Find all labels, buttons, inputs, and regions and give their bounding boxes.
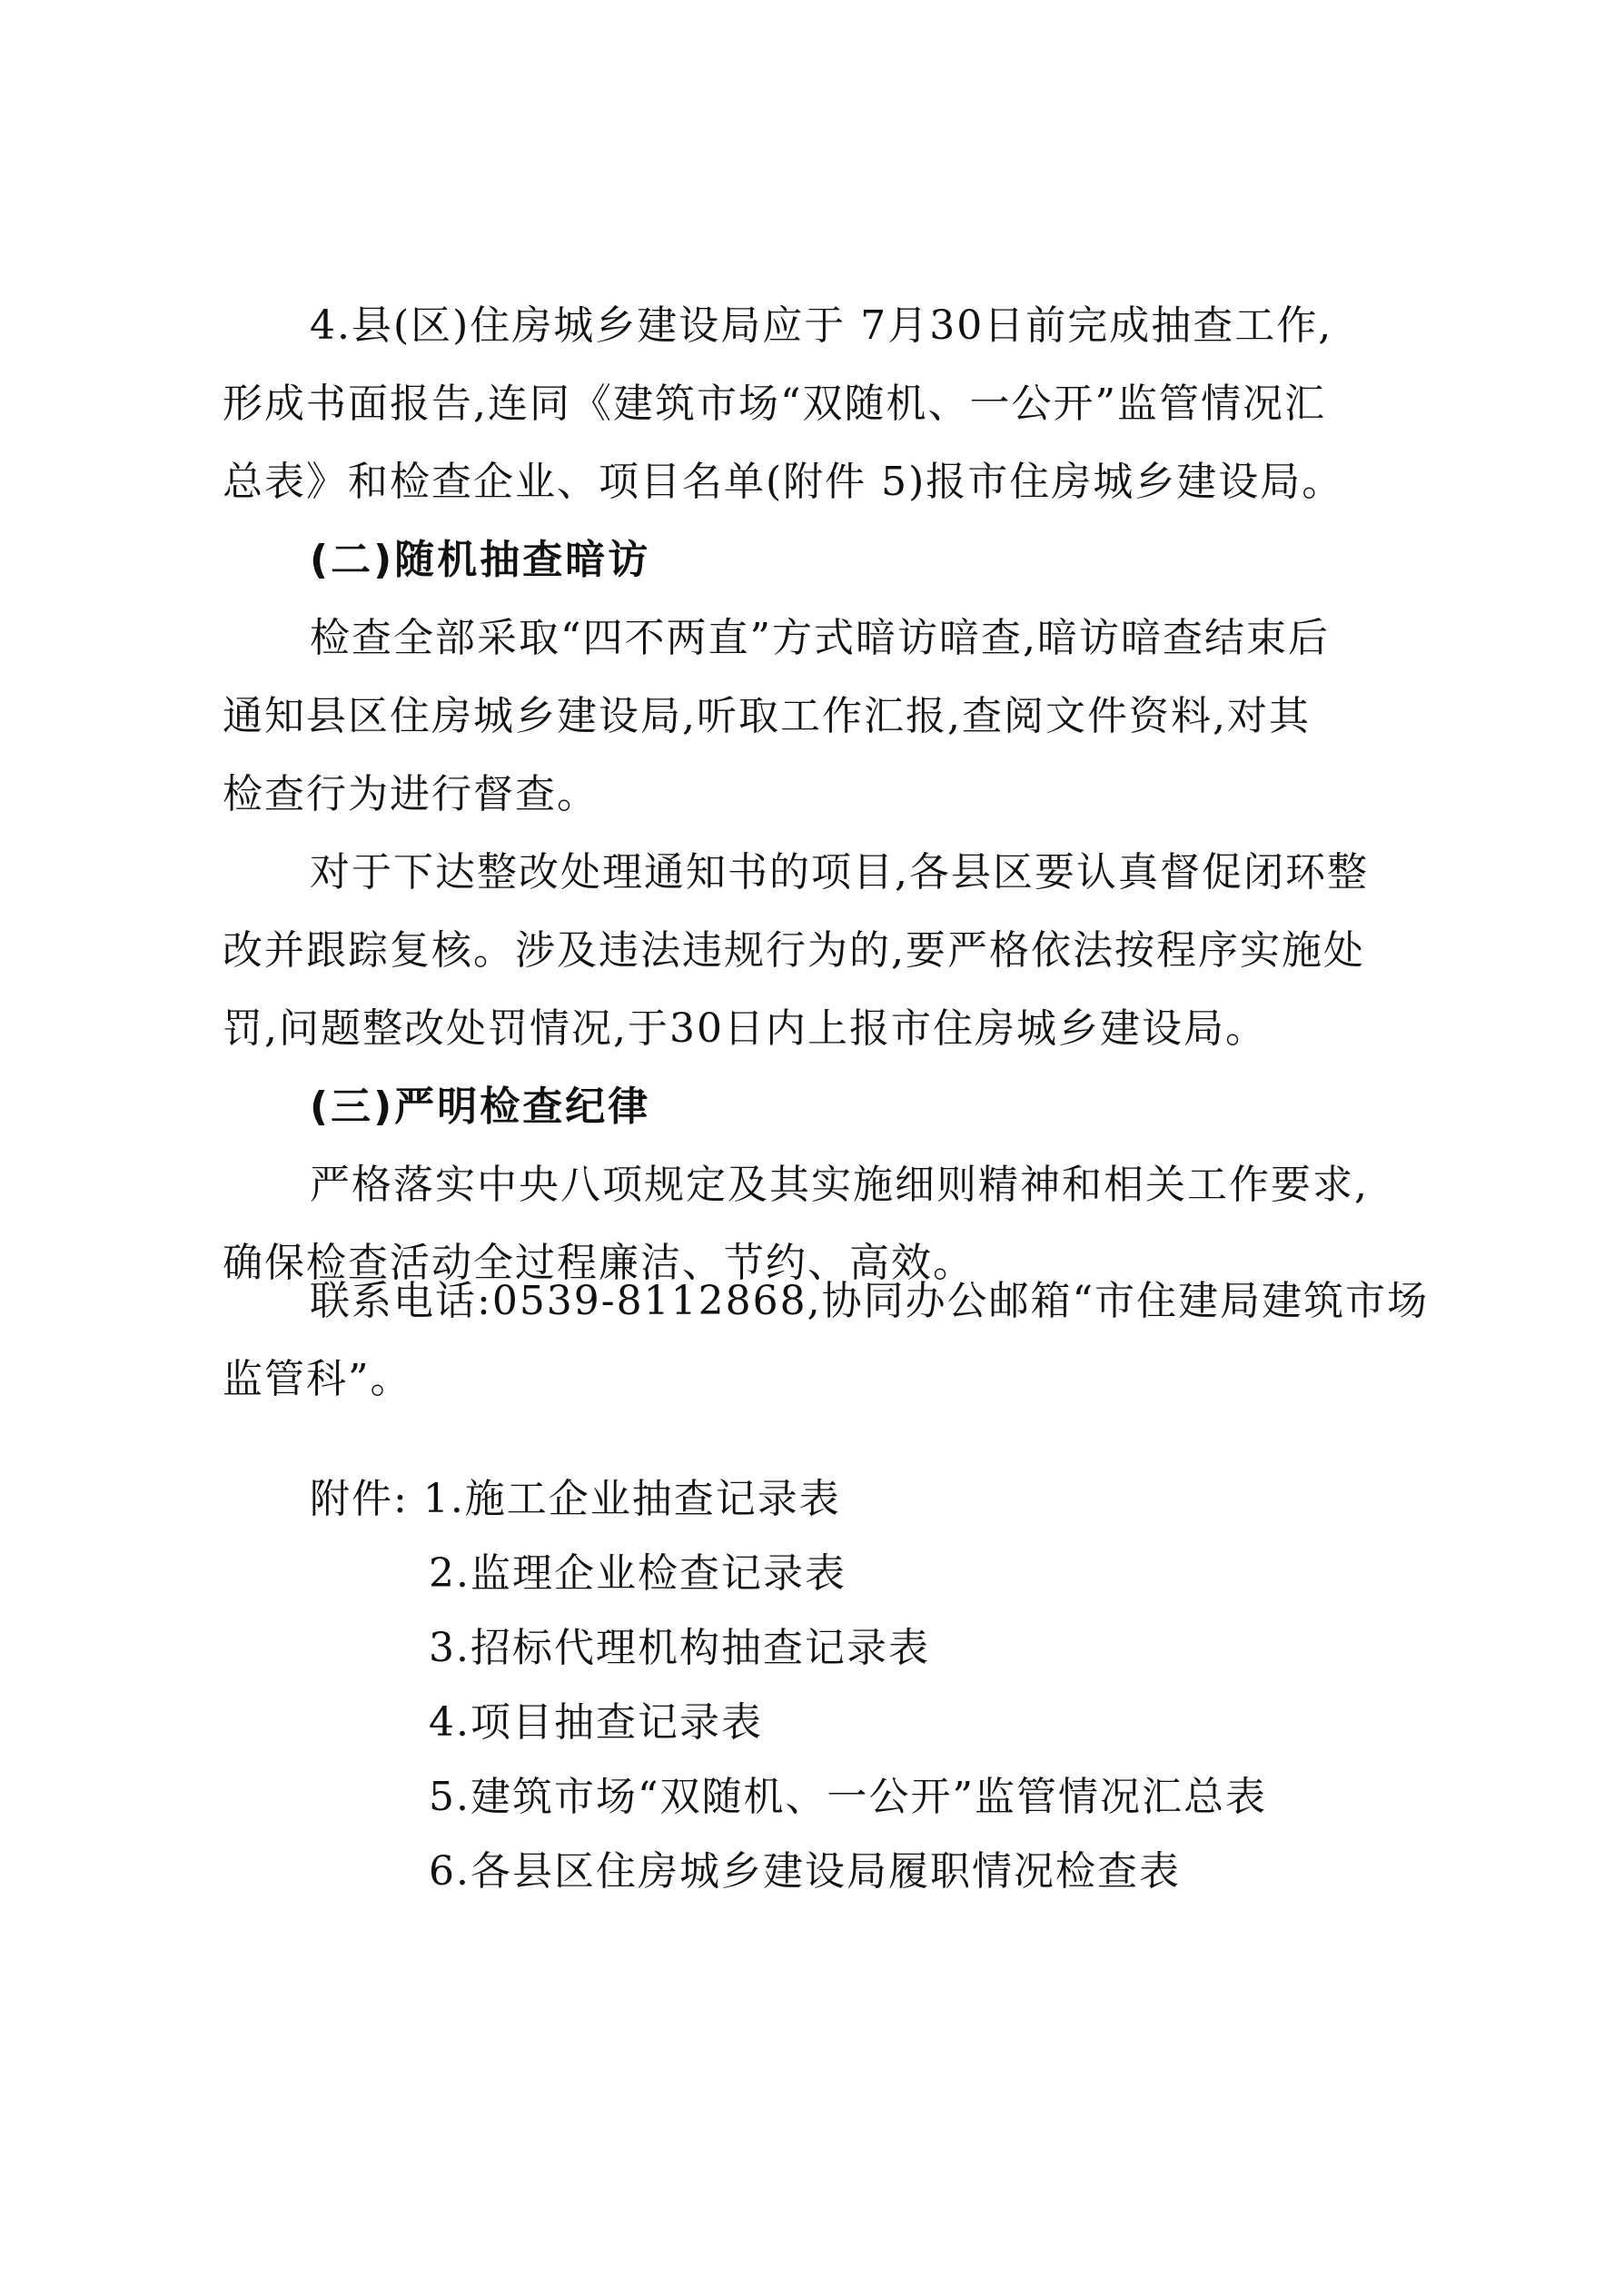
attachment-label: 附件: [310, 1476, 409, 1522]
attachment-item [310, 1462, 1267, 1537]
text-line: 监管科”。 [223, 1356, 412, 1402]
text-line: 检查全部采取“四不两直”方式暗访暗查,暗访暗查结束后 [310, 615, 1330, 661]
attachment-item: 6.各县区住房城乡建设局履职情况检查表 [429, 1848, 1181, 1895]
section-heading-discipline [223, 1068, 1421, 1146]
heading-text: (三)严明检查纪律 [310, 1084, 651, 1130]
attachment-item: 3.招标代理机构抽查记录表 [429, 1625, 930, 1671]
text-line: 对于下达整改处理通知书的项目,各县区要认真督促闭环整 [310, 849, 1369, 896]
paragraph-county-report [223, 287, 1421, 521]
paragraph-inspection-method [223, 599, 1421, 834]
text-line: 通知县区住房城乡建设局,听取工作汇报,查阅文件资料,对其 [223, 693, 1311, 739]
text-line: 检查行为进行督查。 [223, 771, 599, 817]
paragraph-rectification [223, 834, 1421, 1068]
text-line: 联系电话:0539-8112868,协同办公邮箱“市住建局建筑市场 [310, 1278, 1430, 1324]
text-line: 罚,问题整改处罚情况,于30日内上报市住房城乡建设局。 [223, 1005, 1267, 1052]
text-line: 总表》和检查企业、项目名单(附件 5)报市住房城乡建设局。 [223, 459, 1344, 505]
text-line: 形成书面报告,连同《建筑市场“双随机、一公开”监管情况汇 [223, 381, 1326, 427]
attachment-item: 5.建筑市场“双随机、一公开”监管情况汇总表 [429, 1774, 1267, 1820]
attachment-list [310, 1462, 1267, 1909]
paragraph-contact [223, 1262, 1430, 1419]
text-line: 改并跟踪复核。涉及违法违规行为的,要严格依法按程序实施处 [223, 927, 1365, 974]
text-line: 4.县(区)住房城乡建设局应于 7月30日前完成抽查工作, [310, 302, 1333, 349]
heading-text: (二)随机抽查暗访 [310, 537, 651, 583]
text-line: 确保检查活动全过程廉洁、节约、高效。 [223, 1240, 975, 1286]
attachment-item: 2.监理企业检查记录表 [429, 1550, 847, 1597]
section-heading-random-inspection [223, 521, 1421, 599]
attachment-item: 4.项目抽查记录表 [429, 1699, 763, 1746]
text-line: 严格落实中央八项规定及其实施细则精神和相关工作要求, [310, 1162, 1369, 1208]
attachment-item-text: 1.施工企业抽查记录表 [422, 1476, 841, 1522]
